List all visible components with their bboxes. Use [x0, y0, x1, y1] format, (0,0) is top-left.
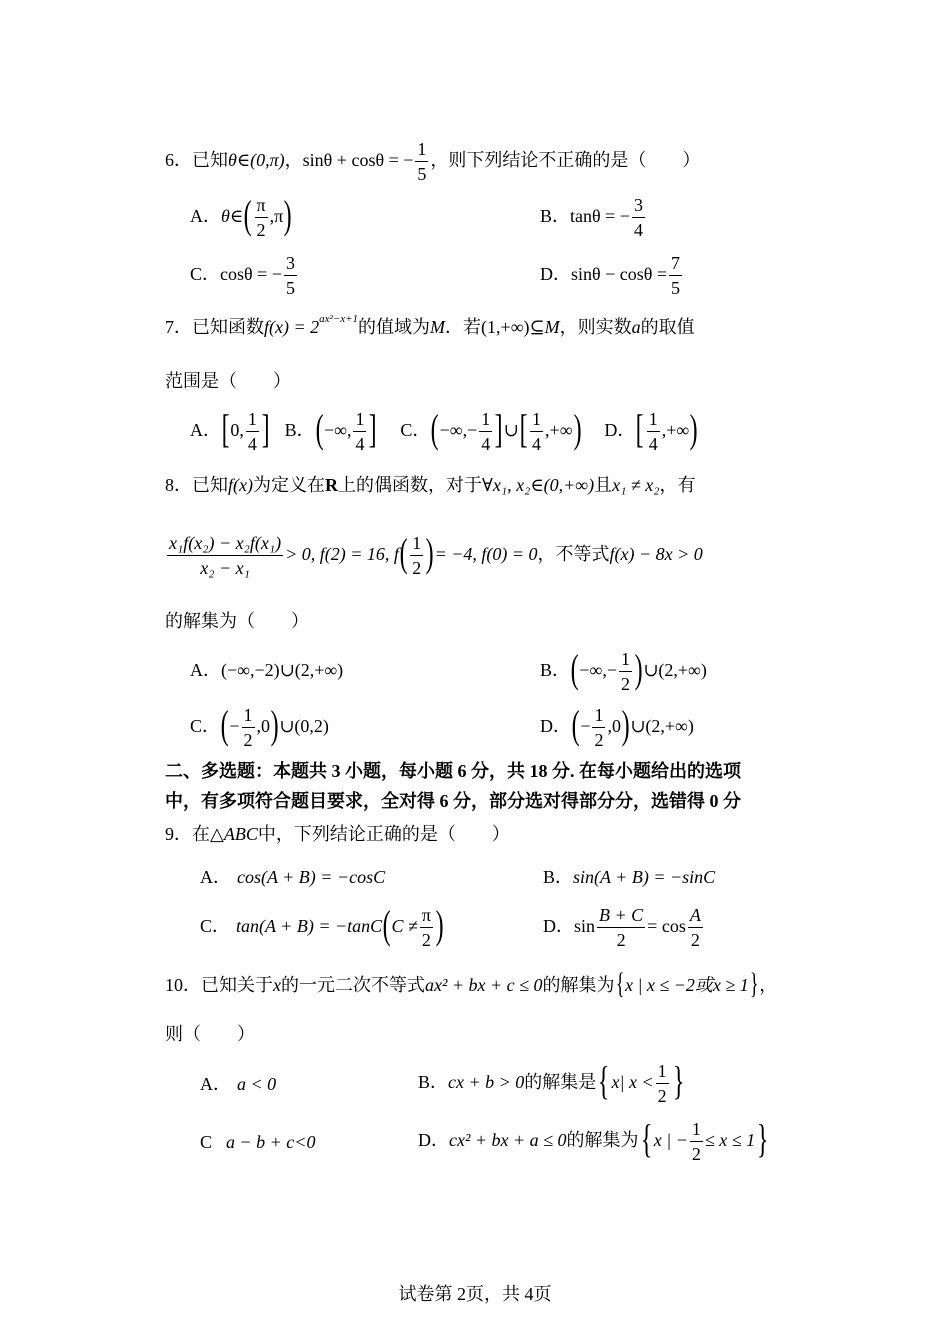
q6-a-label: A． [190, 206, 221, 227]
q6-prefix: 6．已知 [165, 150, 228, 171]
q7-line2 [165, 372, 291, 390]
q6-c-frac [284, 254, 297, 298]
q10-b-frac [656, 1062, 669, 1106]
q8-c-left: − [229, 716, 240, 737]
q9-d-num1: B + C [597, 906, 645, 928]
q10-suffix: ， [759, 975, 778, 996]
q7-mid2: ．若 [445, 317, 482, 337]
q10-x: x [273, 975, 281, 996]
q8-func: f(x) [228, 475, 253, 495]
q10-line2 [165, 1025, 255, 1043]
q9-triangle: △ABC [210, 824, 258, 844]
q8-d-frac [592, 706, 605, 750]
q9-d-num2: A [688, 906, 703, 928]
q10-d-expr: cx² + bx + a ≤ 0 [449, 1130, 567, 1151]
q6-b-frac [632, 196, 645, 240]
q7-option-b: B．(−∞, $\frac{1}{4}$ ] [284, 405, 378, 454]
q8-option-b: B．(−∞,− $\frac{1}{2}$ )∪(2,+∞) [540, 645, 707, 694]
q8-line3-text: 的解集为（ ） [165, 611, 309, 631]
q7-c-union: ∪ [503, 420, 519, 441]
q10-d-label: D． [418, 1130, 449, 1151]
q6-option-d [540, 254, 684, 298]
q10-a-label: A． [200, 1074, 231, 1094]
q6-c-den: 5 [285, 277, 295, 298]
q7-a: a [631, 317, 641, 337]
q6-b-num: 3 [632, 196, 645, 218]
q8-b-right: ∪(2,+∞) [643, 660, 707, 681]
q8-b-left: −∞,− [579, 660, 617, 681]
q10-option-d: D．cx² + bx + a ≤ 0的解集为{ x | − $\frac{1}{2}$ ≤ x ≤ 1} [418, 1115, 769, 1164]
q9-b-text: sin(A + B) = −sinC [573, 867, 716, 887]
q6-c-label: C． [190, 264, 221, 285]
q7-c-num2: 1 [530, 410, 543, 432]
q8-suffix: ，有 [659, 475, 696, 495]
q6-option-c [190, 254, 299, 298]
q7-a-inner: 0, [230, 420, 244, 441]
q7-b-label: B． [284, 420, 315, 441]
q7-c-inner2: ,+∞ [545, 420, 573, 441]
q8-half-num: 1 [410, 534, 423, 556]
q9-c-den: 2 [421, 929, 431, 950]
q7-prefix: 7．已知函数 [165, 317, 264, 337]
q10-mid2: 的解集为 [542, 975, 615, 996]
q6-stem [165, 140, 700, 184]
q9-d-den2: 2 [690, 929, 700, 950]
q8-mid2: 上的偶函数，对于 [337, 475, 482, 495]
q8-cond1: > 0, f(2) = 16, f [285, 544, 399, 565]
q8-b-frac [619, 650, 632, 694]
q8-c-frac [242, 706, 255, 750]
q8-d-right: ∪(2,+∞) [630, 716, 694, 737]
q8-big-num: x₁f(x₂) − x₂f(x₁) [167, 534, 283, 556]
q8-mid: 为定义在 [252, 475, 325, 495]
q7-c-label: C． [400, 420, 431, 441]
q6-d-label: D． [540, 264, 571, 285]
q9-c-label: C． [200, 916, 231, 937]
q9-c-text: tan(A + B) = −tanC [236, 916, 383, 937]
section2-line1: 二、多选题：本题共 3 小题，每小题 6 分，共 18 分. 在每小题给出的选项 [165, 761, 741, 781]
q7-M2: M [544, 317, 560, 337]
q6-fraction [415, 140, 428, 184]
q7-a-num: 1 [246, 410, 259, 432]
q7-b-inner: −∞, [324, 420, 352, 441]
q10-b-set: x| x < [611, 1072, 654, 1093]
q10-b-expr: cx + b > 0 [448, 1072, 525, 1093]
q6-b-den: 4 [633, 219, 643, 240]
q10-line2-text: 则（ ） [165, 1024, 255, 1044]
q8-ineq: f(x) − 8x > 0 [609, 544, 703, 565]
q10-d-set-left: x | − [653, 1130, 688, 1151]
q6-frac-num: 1 [415, 140, 428, 162]
section2-line2: 中，有多项符合题目要求，全对得 6 分，部分选对得部分分，选错得 0 分 [165, 791, 741, 811]
q10-prefix: 10．已知关于 [165, 975, 273, 996]
q7-d-label: D． [604, 420, 636, 441]
q9-a-text: cos(A + B) = −cosC [237, 867, 386, 887]
q9-option-d [543, 906, 705, 950]
q8-cond2: = −4, f(0) = 0 [434, 544, 538, 565]
q8-condition: $\frac{\text{x₁f(x₂) − x₂f(x₁)}}{\text{x₂ − x₁}}$ > 0, f(2) = 16, f( $\frac{1}{2}$ )= −4, f(0) = 0，不等式f(x) − 8x > 0 [169, 529, 703, 578]
q6-c-left: cosθ = − [220, 264, 282, 285]
q6-d-den: 5 [671, 277, 681, 298]
q8-option-a [190, 661, 343, 679]
q10-a-text: a < 0 [237, 1074, 277, 1094]
q7-c-frac1 [479, 410, 492, 454]
q7-c-inner1: −∞,− [439, 420, 478, 441]
q9-a-label: A． [200, 867, 231, 887]
q6-d-left: sinθ − cosθ = [571, 264, 668, 285]
q7-d-num: 1 [647, 410, 660, 432]
q10-stem: 10．已知关于x的一元二次不等式ax² + bx + c ≤ 0的解集为{x | x ≤ −2或x ≥ 1}， [165, 967, 778, 1000]
q8-ineq-prefix: ，不等式 [537, 544, 610, 565]
q8-d-mid: ,0 [607, 716, 621, 737]
q10-d-set-right: ≤ x ≤ 1 [704, 1130, 756, 1151]
q10-d-den: 2 [691, 1143, 701, 1164]
q6-a-den: 2 [256, 219, 266, 240]
q8-prefix: 8．已知 [165, 475, 228, 495]
q10-b-den: 2 [657, 1085, 667, 1106]
q8-option-d: D．(− $\frac{1}{2}$ ,0)∪(2,+∞) [540, 701, 694, 750]
q8-mid3: 且 [594, 475, 613, 495]
q7-d-frac [647, 410, 660, 454]
q7-suffix: ，则实数 [559, 317, 632, 337]
q9-d-frac2 [688, 906, 703, 950]
q7-option-a: A．[0, $\frac{1}{4}$ ] [190, 405, 270, 454]
q6-a-num: π [255, 196, 268, 218]
q8-half-den: 2 [412, 557, 422, 578]
q6-a-frac [255, 196, 268, 240]
q8-c-num: 1 [242, 706, 255, 728]
q8-neq: x₁ ≠ x₂ [612, 475, 660, 495]
q7-c-den2: 4 [532, 433, 542, 454]
q10-ineq: ax² + bx + c ≤ 0 [425, 975, 543, 996]
q6-b-label: B． [540, 206, 571, 227]
q7-mid: 的值域为 [358, 317, 431, 337]
q7-exponent: ax²−x+1 [319, 313, 359, 325]
q6-cond2: sinθ + cosθ = − [302, 150, 414, 171]
q9-c-num: π [420, 906, 433, 928]
q10-option-b: B．cx + b > 0的解集是{ x| x < $\frac{1}{2}$ } [418, 1057, 684, 1106]
q8-b-label: B． [540, 660, 571, 681]
q6-option-a: A．θ∈( $\frac{\pi}{2}$ ,π) [190, 191, 292, 240]
q8-b-den: 2 [620, 673, 630, 694]
q6-b-left: tanθ = − [570, 206, 630, 227]
q10-d-frac [690, 1120, 703, 1164]
q7-subset: (1,+∞)⊆ [481, 317, 545, 337]
q7-a-den: 4 [247, 433, 257, 454]
q8-a-text: (−∞,−2)∪(2,+∞) [221, 660, 344, 680]
q8-c-den: 2 [243, 729, 253, 750]
q7-suffix2: 的取值 [640, 317, 695, 337]
q7-option-d: D．[ $\frac{1}{4}$ ,+∞) [604, 405, 698, 454]
q9-prefix: 9．在 [165, 824, 210, 844]
q10-option-a [200, 1075, 276, 1093]
q7-b-num: 1 [353, 410, 366, 432]
q9-option-b [543, 868, 715, 886]
q9-option-a [200, 868, 385, 886]
q7-options [190, 405, 699, 454]
q8-d-left: − [580, 716, 591, 737]
q9-c-cond: C ≠ [391, 916, 418, 937]
q10-c-label: C [200, 1132, 213, 1152]
q6-cond1: θ∈(0,π) [228, 150, 285, 171]
q8-stem [165, 476, 696, 494]
q8-R: R [324, 475, 338, 495]
q6-sep: ， [284, 150, 303, 171]
q10-option-c [200, 1133, 315, 1151]
q6-a-left: θ∈ [221, 206, 244, 227]
q10-b-label: B． [418, 1072, 449, 1093]
q9-d-frac1 [597, 906, 645, 950]
q7-a-frac [246, 410, 259, 454]
q8-d-label: D． [540, 716, 571, 737]
q9-option-c: C． tan(A + B) = −tanC(C ≠ $\frac{\pi}{2}$ ) [200, 901, 444, 950]
q8-c-mid: ,0 [256, 716, 270, 737]
q8-c-right: ∪(0,2) [279, 716, 329, 737]
q8-half-frac [410, 534, 423, 578]
q8-d-den: 2 [594, 729, 604, 750]
q7-d-inner: ,+∞ [661, 420, 690, 441]
q10-b-num: 1 [656, 1062, 669, 1084]
q9-d-mid: = cos [647, 916, 686, 937]
q9-d-den1: 2 [616, 929, 626, 950]
q8-line3 [165, 612, 309, 630]
q6-c-num: 3 [284, 254, 297, 276]
q7-option-c: C．(−∞,− $\frac{1}{4}$ ]∪[ $\frac{1}{4}$ ,+∞) [400, 405, 582, 454]
q7-c-frac2 [530, 410, 543, 454]
q7-c-den1: 4 [481, 433, 491, 454]
q7-stem [165, 313, 695, 337]
q9-c-frac [420, 906, 433, 950]
q8-a-label: A． [190, 660, 221, 680]
q6-suffix: ，则下列结论不正确的是（ ） [430, 150, 701, 171]
q10-c-text: a − b + c<0 [226, 1132, 316, 1152]
q10-set: x | x ≤ −2或x ≥ 1 [624, 975, 749, 996]
q6-frac-den: 5 [417, 163, 427, 184]
q8-forall: ∀x₁, x₂∈(0,+∞) [481, 475, 595, 495]
q9-suffix: 中，下列结论正确的是（ ） [257, 824, 510, 844]
q6-d-frac [669, 254, 682, 298]
q10-d-num: 1 [690, 1120, 703, 1142]
q7-a-label: A． [190, 420, 221, 441]
q7-M: M [430, 317, 446, 337]
q8-big-frac [167, 534, 283, 578]
q10-d-mid: 的解集为 [566, 1130, 639, 1151]
q8-option-c: C．(− $\frac{1}{2}$ ,0)∪(0,2) [190, 701, 329, 750]
page-footer: 试卷第 2页，共 4页 [398, 1284, 552, 1304]
q9-stem [165, 825, 510, 843]
q9-d-left: sin [574, 916, 596, 937]
q7-b-den: 4 [355, 433, 365, 454]
q7-d-den: 4 [648, 433, 658, 454]
q6-a-right: ,π [269, 206, 284, 227]
q8-c-label: C． [190, 716, 221, 737]
q7-func: f(x) = 2 [264, 317, 320, 337]
q6-d-num: 7 [669, 254, 682, 276]
q10-b-mid: 的解集是 [524, 1072, 597, 1093]
q10-mid: 的一元二次不等式 [281, 975, 425, 996]
q9-d-label: D． [543, 916, 574, 937]
q7-line2-text: 范围是（ ） [165, 371, 291, 391]
q8-big-den: x₂ − x₁ [200, 557, 250, 578]
q8-d-num: 1 [592, 706, 605, 728]
q8-b-num: 1 [619, 650, 632, 672]
q7-b-frac [353, 410, 366, 454]
q9-b-label: B． [543, 867, 574, 887]
q6-option-b [540, 196, 647, 240]
q7-c-num1: 1 [479, 410, 492, 432]
